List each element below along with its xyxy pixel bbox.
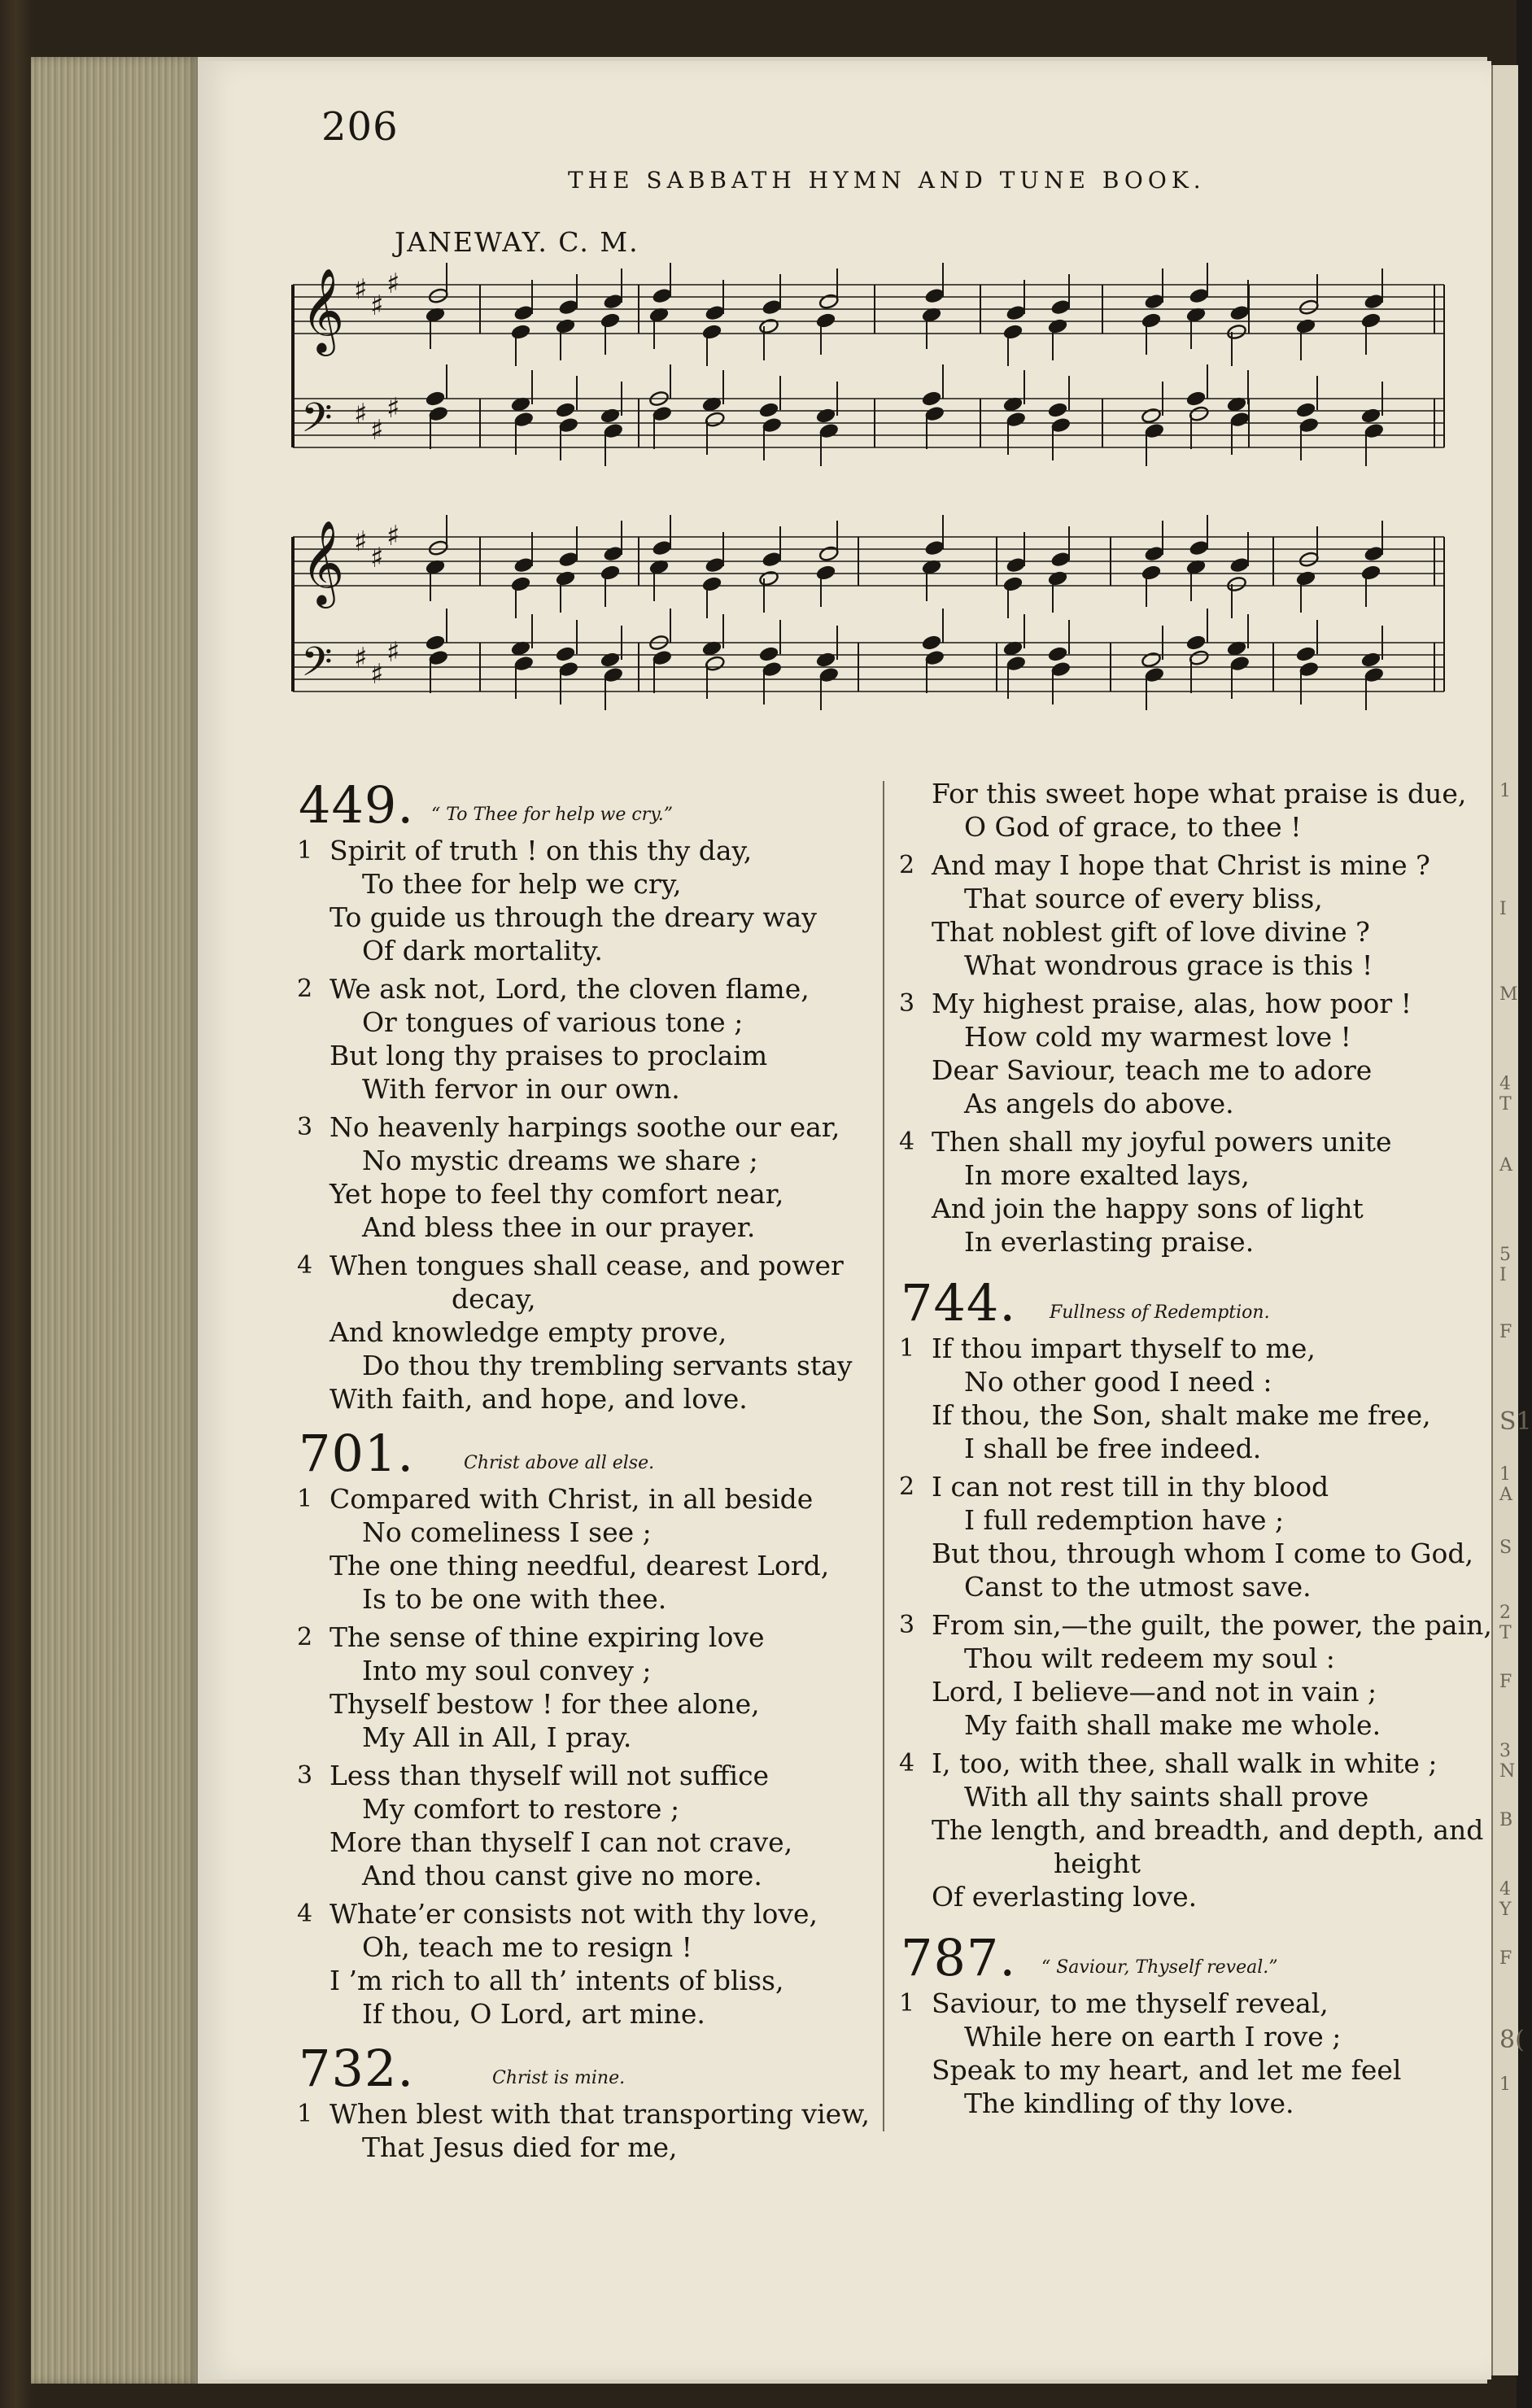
facing-page-fragment: F bbox=[1499, 1322, 1512, 1342]
verse bbox=[891, 987, 1452, 1120]
hymn-line: When blest with that transporting view, bbox=[330, 2098, 870, 2130]
hymn-line: To guide us through the dreary way bbox=[330, 901, 817, 933]
hymn-heading bbox=[289, 1425, 875, 1482]
svg-text:♯: ♯ bbox=[354, 642, 368, 674]
svg-text:♯: ♯ bbox=[370, 542, 384, 574]
hymn-line: Thou wilt redeem my soul : bbox=[964, 1642, 1335, 1674]
hymn-line: To thee for help we cry, bbox=[362, 868, 682, 900]
facing-page-fragment: 8( bbox=[1499, 2026, 1525, 2054]
verse bbox=[891, 1987, 1452, 2120]
hymn-line: Canst to the utmost save. bbox=[964, 1571, 1312, 1603]
hymn-line: No other good I need : bbox=[964, 1366, 1272, 1398]
verse bbox=[891, 1608, 1492, 1742]
hymn-line: The kindling of thy love. bbox=[964, 2087, 1294, 2119]
hymn-line: More than thyself I can not crave, bbox=[330, 1826, 793, 1858]
left-column bbox=[289, 777, 875, 2174]
svg-text:♯: ♯ bbox=[386, 520, 400, 552]
facing-page-fragment: 2 T bbox=[1499, 1603, 1512, 1643]
svg-text:♯: ♯ bbox=[370, 414, 384, 447]
hymn-line: And bless thee in our prayer. bbox=[362, 1211, 756, 1243]
verse bbox=[891, 1470, 1473, 1603]
hymn-line: For this sweet hope what praise is due, bbox=[932, 778, 1467, 809]
hymn-line: I full redemption have ; bbox=[964, 1504, 1285, 1536]
verse-number: 1 bbox=[297, 836, 313, 865]
hymn-line: But thou, through whom I come to God, bbox=[932, 1538, 1473, 1569]
facing-page-fragment: S1 bbox=[1499, 1407, 1532, 1436]
hymn-line: When tongues shall cease, and power bbox=[330, 1250, 844, 1281]
hymn-line: Less than thyself will not suffice bbox=[330, 1760, 770, 1791]
verse-number: 4 bbox=[899, 1749, 915, 1778]
hymn-subtitle: Christ above all else. bbox=[464, 1453, 655, 1473]
hymn-line: But long thy praises to proclaim bbox=[330, 1040, 768, 1071]
facing-page-edge bbox=[1491, 65, 1532, 2375]
hymn-line: How cold my warmest love ! bbox=[964, 1021, 1351, 1053]
hymn-number: 732. bbox=[299, 2039, 415, 2098]
hymn-line: Oh, teach me to resign ! bbox=[362, 1931, 692, 1963]
svg-text:♯: ♯ bbox=[370, 658, 384, 691]
hymn-line: That source of every bliss, bbox=[964, 883, 1323, 914]
tune-title: JANEWAY. C. M. bbox=[395, 226, 639, 258]
hymn-line: And join the happy sons of light bbox=[932, 1193, 1364, 1224]
verse-number: 3 bbox=[899, 1611, 915, 1639]
verse bbox=[891, 1332, 1452, 1465]
hymn-line: Saviour, to me thyself reveal, bbox=[932, 1987, 1329, 2019]
hymn-line: Thyself bestow ! for thee alone, bbox=[330, 1688, 760, 1720]
svg-text:♯: ♯ bbox=[386, 268, 400, 300]
facing-page-fragment: S bbox=[1499, 1538, 1512, 1558]
verse bbox=[289, 2097, 875, 2164]
verse-number: 2 bbox=[297, 1623, 313, 1651]
column-divider bbox=[883, 781, 884, 2131]
music-score bbox=[289, 260, 1452, 761]
svg-text:♯: ♯ bbox=[370, 290, 384, 322]
facing-page-fragment: 1 A bbox=[1499, 1464, 1512, 1505]
verse bbox=[891, 1747, 1484, 1913]
verse-number: 1 bbox=[297, 2100, 313, 2128]
svg-text:♯: ♯ bbox=[354, 273, 368, 306]
facing-page-fragment: F bbox=[1499, 1672, 1512, 1692]
verse-number: 4 bbox=[297, 1251, 313, 1280]
verse-number: 2 bbox=[899, 851, 915, 879]
hymn-line: Speak to my heart, and let me feel bbox=[932, 2054, 1402, 2086]
hymn-line: We ask not, Lord, the cloven flame, bbox=[330, 973, 810, 1005]
hymn-line: Whate’er consists not with thy love, bbox=[330, 1898, 818, 1930]
facing-page-fragment: A bbox=[1499, 1155, 1512, 1176]
hymn-line: O God of grace, to thee ! bbox=[964, 811, 1302, 843]
hymn-line: That Jesus died for me, bbox=[362, 2131, 678, 2163]
hymn-line: I shall be free indeed. bbox=[964, 1433, 1262, 1464]
hymn-line: And knowledge empty prove, bbox=[330, 1316, 727, 1348]
verse bbox=[891, 848, 1452, 982]
hymn-number: 701. bbox=[299, 1424, 415, 1483]
hymn-line: Yet hope to feel thy comfort near, bbox=[330, 1178, 784, 1210]
hymn-line: My All in All, I pray. bbox=[362, 1721, 632, 1753]
running-title: THE SABBATH HYMN AND TUNE BOOK. bbox=[568, 167, 1206, 194]
facing-page-fragment: 5 I bbox=[1499, 1245, 1511, 1285]
verse-number: 1 bbox=[297, 1485, 313, 1513]
hymn-line: If thou impart thyself to me, bbox=[932, 1333, 1316, 1364]
hymn-heading bbox=[891, 1275, 1452, 1332]
hymn-line: I can not rest till in thy blood bbox=[932, 1471, 1329, 1503]
hymn-line: Then shall my joyful powers unite bbox=[932, 1126, 1392, 1158]
hymn-line: My comfort to restore ; bbox=[362, 1793, 680, 1825]
verse bbox=[289, 834, 875, 967]
hymn-line: Of everlasting love. bbox=[932, 1881, 1198, 1913]
facing-page-fragment: M bbox=[1499, 984, 1518, 1005]
hymn-line: decay, bbox=[452, 1283, 536, 1315]
hymn-line: The one thing needful, dearest Lord, bbox=[330, 1550, 830, 1581]
facing-page-fragment: 1 bbox=[1499, 781, 1511, 801]
verse bbox=[289, 1759, 875, 1892]
svg-text:♯: ♯ bbox=[354, 526, 368, 558]
svg-text:𝄢: 𝄢 bbox=[301, 639, 333, 696]
verse bbox=[891, 777, 1467, 844]
hymn-line: From sin,—the guilt, the power, the pain, bbox=[932, 1609, 1492, 1641]
verse-number: 3 bbox=[899, 989, 915, 1018]
hymn-line: Of dark mortality. bbox=[362, 935, 603, 966]
hymn-line: That noblest gift of love divine ? bbox=[932, 916, 1370, 948]
hymn-line: No mystic dreams we share ; bbox=[362, 1145, 758, 1176]
page-number: 206 bbox=[321, 104, 399, 150]
verse-number: 1 bbox=[899, 1334, 915, 1363]
hymn-line: As angels do above. bbox=[964, 1088, 1234, 1119]
facing-page-fragment: I bbox=[1499, 899, 1507, 919]
verse-number: 3 bbox=[297, 1113, 313, 1141]
hymn-line: In everlasting praise. bbox=[964, 1226, 1255, 1258]
right-column bbox=[891, 777, 1492, 2136]
verse bbox=[289, 1482, 875, 1616]
facing-page-fragment: B bbox=[1499, 1810, 1513, 1830]
hymn-line: Do thou thy trembling servants stay bbox=[362, 1350, 853, 1381]
hymn-line: My faith shall make me whole. bbox=[964, 1709, 1381, 1741]
hymn-line: If thou, O Lord, art mine. bbox=[362, 1998, 705, 2030]
svg-text:𝄢: 𝄢 bbox=[301, 395, 333, 452]
verse-number: 3 bbox=[297, 1761, 313, 1790]
verse bbox=[891, 1125, 1452, 1259]
hymn-line: Lord, I believe—and not in vain ; bbox=[932, 1676, 1377, 1708]
hymn-heading bbox=[891, 1930, 1452, 1987]
hymn-line: Compared with Christ, in all beside bbox=[330, 1483, 814, 1515]
hymn-line: height bbox=[1054, 1847, 1141, 1879]
hymn-line: While here on earth I rove ; bbox=[964, 2021, 1342, 2052]
hymn-line: Or tongues of various tone ; bbox=[362, 1006, 744, 1038]
page-edges bbox=[31, 57, 198, 2384]
verse-number: 4 bbox=[297, 1900, 313, 1928]
facing-page-fragment: F bbox=[1499, 1948, 1512, 1969]
hymn-line: The sense of thine expiring love bbox=[330, 1621, 765, 1653]
hymn-line: Is to be one with thee. bbox=[362, 1583, 667, 1615]
hymn-number: 744. bbox=[901, 1273, 1017, 1333]
hymn-line: Into my soul convey ; bbox=[362, 1655, 652, 1686]
svg-text:𝄞: 𝄞 bbox=[301, 268, 345, 353]
svg-text:♯: ♯ bbox=[386, 392, 400, 425]
hymn-line: No heavenly harpings soothe our ear, bbox=[330, 1111, 840, 1143]
hymn-line: With faith, and hope, and love. bbox=[330, 1383, 748, 1415]
hymn-line: Spirit of truth ! on this thy day, bbox=[330, 835, 753, 866]
verse bbox=[289, 1249, 875, 1416]
hymn-heading bbox=[289, 2040, 875, 2097]
hymn-line: And thou canst give no more. bbox=[362, 1860, 762, 1891]
hymn-line: With fervor in our own. bbox=[362, 1073, 680, 1105]
hymn-subtitle: “ To Thee for help we cry.” bbox=[431, 805, 673, 825]
page-header bbox=[321, 104, 1249, 161]
svg-text:♯: ♯ bbox=[386, 636, 400, 669]
hymn-line: In more exalted lays, bbox=[964, 1159, 1250, 1191]
hymn-subtitle: Christ is mine. bbox=[492, 2068, 626, 2088]
hymn-line: And may I hope that Christ is mine ? bbox=[932, 849, 1430, 881]
verse bbox=[289, 1897, 875, 2031]
hymn-line: Dear Saviour, teach me to adore bbox=[932, 1054, 1373, 1086]
verse bbox=[289, 1621, 875, 1754]
svg-text:♯: ♯ bbox=[354, 398, 368, 430]
hymn-line: I ’m rich to all th’ intents of bliss, bbox=[330, 1965, 784, 1996]
hymn-line: If thou, the Son, shalt make me free, bbox=[932, 1399, 1431, 1431]
hymn-line: What wondrous grace is this ! bbox=[964, 949, 1373, 981]
facing-page-fragment: 3 N bbox=[1499, 1741, 1516, 1782]
hymn-line: The length, and breadth, and depth, and bbox=[932, 1814, 1484, 1846]
hymn-number: 787. bbox=[901, 1928, 1017, 1987]
hymn-heading bbox=[289, 777, 875, 834]
hymn-line: I, too, with thee, shall walk in white ; bbox=[932, 1747, 1438, 1779]
svg-text:𝄞: 𝄞 bbox=[301, 520, 345, 605]
verse-number: 1 bbox=[899, 1989, 915, 2018]
facing-page-fragment: 4 T bbox=[1499, 1074, 1512, 1115]
verse-number: 2 bbox=[899, 1472, 915, 1501]
hymn-line: My highest praise, alas, how poor ! bbox=[932, 988, 1412, 1019]
hymn-line: No comeliness I see ; bbox=[362, 1516, 652, 1548]
hymn-number: 449. bbox=[299, 775, 415, 835]
verse-number: 4 bbox=[899, 1128, 915, 1156]
verse-number: 2 bbox=[297, 975, 313, 1003]
verse bbox=[289, 972, 875, 1106]
facing-page-fragment: 4 Y bbox=[1499, 1879, 1512, 1920]
hymn-subtitle: “ Saviour, Thyself reveal.” bbox=[1041, 1957, 1278, 1978]
hymn-subtitle: Fullness of Redemption. bbox=[1050, 1302, 1270, 1323]
hymn-line: With all thy saints shall prove bbox=[964, 1781, 1369, 1813]
verse bbox=[289, 1110, 875, 1244]
facing-page-fragment: 1 bbox=[1499, 2074, 1511, 2095]
